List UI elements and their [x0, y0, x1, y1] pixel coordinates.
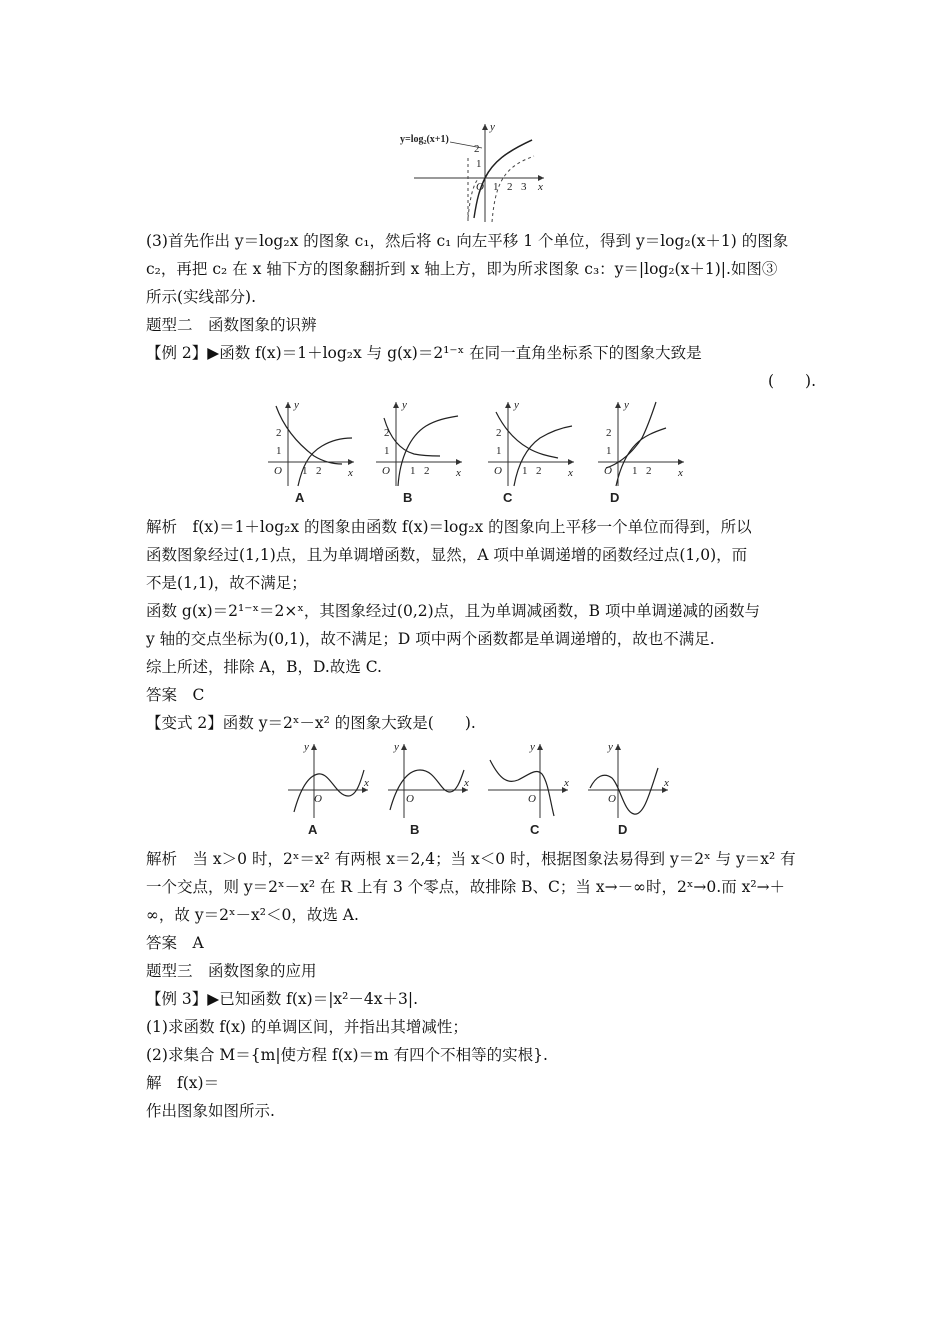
variant-graph-C [488, 741, 569, 818]
svg-text:y: y [394, 741, 399, 753]
svg-text:O: O [274, 465, 282, 477]
answer-example-2: 答案 C [146, 686, 205, 704]
variant-analysis-3: ∞，故 y＝2ˣ－x²＜0，故选 A. [146, 906, 359, 924]
figure-top-x-tick-1: 1 [493, 181, 499, 193]
answer-variant-2: 答案 A [146, 934, 204, 952]
variant2-graphs-svg [284, 740, 674, 820]
svg-text:1: 1 [522, 465, 528, 477]
text-line-1: (3)首先作出 y＝log₂x 的图象 c₁，然后将 c₁ 向左平移 1 个单位，得到 y＝log₂(x＋1) 的图象 [146, 232, 789, 250]
svg-text:x: x [664, 777, 669, 789]
svg-text:O: O [494, 465, 502, 477]
text-line-conclusion: 综上所述，排除 A，B，D.故选 C. [146, 658, 382, 676]
figure-top-x-tick-2: 2 [507, 181, 513, 193]
example2-graph-row [262, 398, 692, 510]
svg-text:2: 2 [424, 465, 430, 477]
svg-text:y: y [530, 741, 535, 753]
svg-text:O: O [382, 465, 390, 477]
svg-text:2: 2 [496, 427, 502, 439]
section-title-3: 题型三 函数图象的应用 [146, 962, 317, 980]
variant-graph-B [388, 741, 469, 818]
svg-text:2: 2 [316, 465, 322, 477]
svg-text:y: y [294, 399, 299, 411]
text-line-analysis-3: 不是(1,1)，故不满足； [146, 574, 307, 592]
svg-text:1: 1 [496, 445, 502, 457]
variant-label-D: D [618, 822, 628, 837]
svg-text:y: y [304, 741, 309, 753]
figure-top-origin: O [476, 181, 484, 193]
svg-text:2: 2 [276, 427, 282, 439]
graph-label-C: C [503, 490, 513, 505]
svg-text:y: y [402, 399, 407, 411]
text-line-analysis-1: 解析 f(x)＝1＋log₂x 的图象由函数 f(x)＝log₂x 的图象向上平移一个单位而得到，所以 [146, 518, 752, 536]
variant-label-C: C [530, 822, 540, 837]
svg-text:x: x [564, 777, 569, 789]
figure-top-y-label: y [490, 121, 495, 133]
figure-top-y-tick-1: 1 [476, 158, 482, 170]
svg-text:1: 1 [384, 445, 390, 457]
figure-top-equation: y=log₂(x+1) [400, 134, 449, 145]
graph-D [598, 399, 684, 486]
svg-text:x: x [568, 467, 573, 479]
svg-text:2: 2 [536, 465, 542, 477]
section-title-2: 题型二 函数图象的识辨 [146, 316, 317, 334]
variant-graph-A [288, 741, 369, 818]
graph-B [376, 399, 462, 486]
example-3-graph-note: 作出图象如图所示. [146, 1102, 275, 1120]
variant-label-B: B [410, 822, 420, 837]
svg-text:O: O [314, 793, 322, 805]
graph-label-B: B [403, 490, 413, 505]
example-3-part-2: (2)求集合 M＝{m|使方程 f(x)＝m 有四个不相等的实根}. [146, 1046, 548, 1064]
figure-top-y-tick-2: 2 [474, 143, 480, 155]
variant-2-question: 【变式 2】函数 y＝2ˣ－x² 的图象大致是( ). [146, 714, 476, 732]
text-line-3: 所示(实线部分). [146, 288, 257, 306]
svg-text:x: x [678, 467, 683, 479]
svg-text:O: O [528, 793, 536, 805]
svg-text:x: x [464, 777, 469, 789]
variant2-graph-row [284, 740, 674, 840]
svg-text:1: 1 [410, 465, 416, 477]
example2-graphs-svg [262, 398, 692, 488]
svg-text:x: x [348, 467, 353, 479]
variant-analysis-1: 解析 当 x＞0 时，2ˣ＝x² 有两根 x＝2,4；当 x＜0 时，根据图象法易得到 y＝2ˣ 与 y＝x² 有 [146, 850, 796, 868]
svg-text:1: 1 [632, 465, 638, 477]
answer-blank: ( ). [768, 372, 817, 390]
example-3-part-1: (1)求函数 f(x) 的单调区间，并指出其增减性； [146, 1018, 468, 1036]
svg-text:y: y [608, 741, 613, 753]
svg-text:y: y [514, 399, 519, 411]
svg-text:2: 2 [646, 465, 652, 477]
graph-A [268, 399, 354, 486]
text-line-2: c₂，再把 c₂ 在 x 轴下方的图象翻折到 x 轴上方，即为所求图象 c₃：y＝|log₂(x＋1)|.如图③ [146, 260, 778, 278]
example-3-question: 【例 3】▶已知函数 f(x)＝|x²－4x＋3|. [146, 990, 418, 1008]
svg-text:1: 1 [276, 445, 282, 457]
svg-text:y: y [624, 399, 629, 411]
text-line-analysis-2: 函数图象经过(1,1)点，且为单调增函数，显然，A 项中单调递增的函数经过点(1,0)，而 [146, 546, 748, 564]
svg-text:1: 1 [606, 445, 612, 457]
figure-log-graph [398, 118, 550, 226]
svg-text:2: 2 [384, 427, 390, 439]
text-line-analysis-5: y 轴的交点坐标为(0,1)，故不满足；D 项中两个函数都是单调递增的，故也不满足. [146, 630, 715, 648]
svg-text:O: O [604, 465, 612, 477]
example-2-question: 【例 2】▶函数 f(x)＝1＋log₂x 与 g(x)＝2¹⁻ˣ 在同一直角坐标系下的图象大致是 [146, 344, 702, 362]
svg-text:O: O [608, 793, 616, 805]
variant-graph-D [588, 741, 669, 818]
svg-text:x: x [456, 467, 461, 479]
figure-top-x-label: x [538, 181, 543, 193]
svg-text:2: 2 [606, 427, 612, 439]
variant-analysis-2: 一个交点，则 y＝2ˣ－x² 在 R 上有 3 个零点，故排除 B、C；当 x→－∞时，2ˣ→0.而 x²→＋ [146, 878, 786, 896]
text-line-analysis-4: 函数 g(x)＝2¹⁻ˣ＝2×ˣ，其图象经过(0,2)点，且为单调减函数，B 项中单调递减的函数与 [146, 602, 760, 620]
variant-label-A: A [308, 822, 318, 837]
svg-text:1: 1 [302, 465, 308, 477]
graph-C [488, 399, 574, 486]
figure-top-x-tick-3: 3 [521, 181, 527, 193]
example-3-solution: 解 f(x)＝ [146, 1074, 220, 1092]
svg-text:x: x [364, 777, 369, 789]
svg-text:O: O [406, 793, 414, 805]
graph-label-D: D [610, 490, 620, 505]
graph-label-A: A [295, 490, 305, 505]
